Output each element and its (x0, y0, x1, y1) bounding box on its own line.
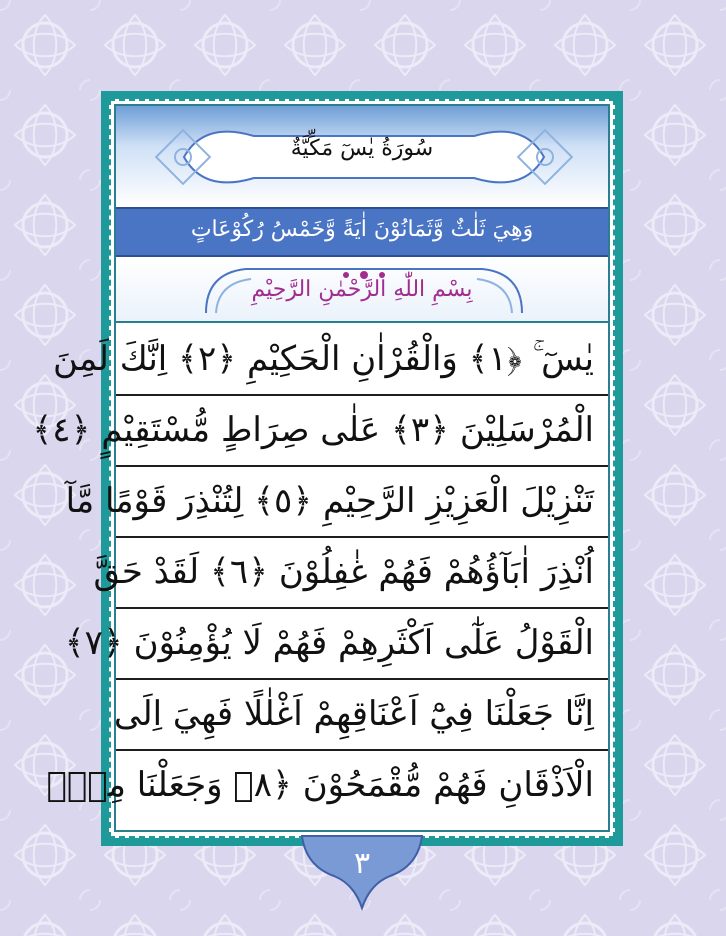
verse-line (32, 396, 608, 467)
surah-info-band (116, 207, 608, 257)
surah-header (116, 106, 608, 206)
bismillah-band (116, 257, 608, 323)
verse-lines (32, 325, 608, 822)
verse-line-text: اُنْذِرَ اٰبَآؤُهُمْ فَهُمْ غٰفِلُوْنَ ﴿٦﴾ لَقَدْ حَقَّ (93, 552, 594, 592)
verse-line (64, 609, 608, 680)
verse-line-text: يٰسٓ ۚ ﴿١﴾ وَالْقُرْاٰنِ الْحَكِيْمِ ﴿٢﴾ اِنَّكَ لَمِنَ (52, 339, 594, 379)
verse-line-text: الْقَوْلُ عَلٰٓى اَكْثَرِهِمْ فَهُمْ لَا يُؤْمِنُوْنَ ﴿٧﴾ (64, 623, 594, 663)
verse-line-text: تَنْزِيْلَ الْعَزِيْزِ الرَّحِيْمِ ﴿٥﴾ لِتُنْذِرَ قَوْمًا مَّآ (65, 481, 594, 521)
surah-title: سُورَةُ يٰسٓ مَكِّيَّةٌ (290, 136, 434, 161)
verse-line-text: اِنَّا جَعَلْنَا فِيْٓ اَعْنَاقِهِمْ اَغْلٰلًا فَهِيَ اِلَى (113, 694, 594, 734)
quran-page (32, 104, 610, 832)
bismillah-text: بِسْمِ اللّٰهِ الرَّحْمٰنِ الرَّحِيْمِ (251, 277, 473, 302)
verse-line (46, 751, 608, 822)
verse-line (65, 467, 608, 538)
verse-line-text: الْمُرْسَلِيْنَ ﴿٣﴾ عَلٰى صِرَاطٍ مُّسْتَقِيْمٍ ﴿٤﴾ (32, 410, 594, 450)
page-number: ٣ (353, 846, 371, 881)
verse-line (93, 538, 608, 609)
surah-info-text: وَهِيَ ثَلٰثٌ وَّثَمَانُوْنَ اٰيَةً وَّخَمْسُ رُكُوْعَاتٍ (190, 217, 534, 242)
verse-line-text: الْاَذْقَانِ فَهُمْ مُّقْمَحُوْنَ ﴿٨﴾ وَجَعَلْنَا مِنْۢ (46, 765, 594, 805)
verse-line (113, 680, 608, 751)
verse-line (52, 325, 608, 396)
